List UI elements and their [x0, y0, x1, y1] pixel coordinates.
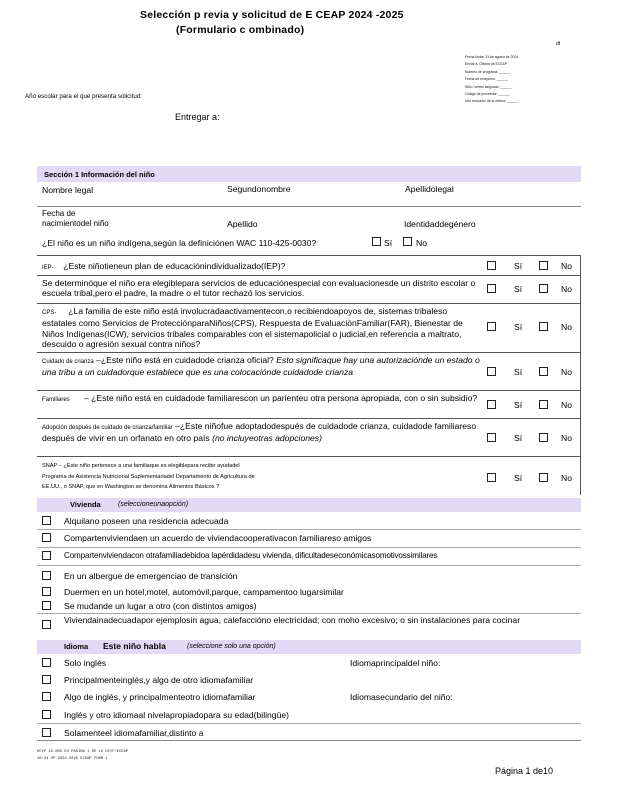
yes-label: Sí	[514, 473, 523, 483]
no-label: No	[561, 261, 572, 271]
iep-yes-checkbox[interactable]	[487, 261, 496, 270]
kin-yes-checkbox[interactable]	[487, 400, 496, 409]
housing-option-checkbox[interactable]	[42, 620, 51, 629]
yes-label: Sí	[514, 284, 523, 294]
cps-question: CPS- ¿La familia de este niño está involucradaactivamentecon,o recibiendoapoyos de, sistemas tribaleso estatales como Servicios de ProtecciónparaNiños(CPS), Respuesta de EvaluaciónFamiliar(FAR), Bienestar de Niños Indígenas(ICW), servicios tribales comparables con el sistemapolicial o judicial,en referencia a maltrato, descuido o agresión sexual contra niños?	[42, 306, 463, 349]
language-option-checkbox[interactable]	[42, 692, 51, 701]
no-label: No	[561, 433, 572, 443]
dob-label-line1: Fecha de	[42, 209, 76, 218]
iep-question: IEP- ¿Este niñotieneun plan de educaciónindividualizado(IEP)?	[42, 261, 286, 271]
housing-title: Vivienda	[70, 500, 101, 509]
language-title-b: Este niño habla	[103, 641, 166, 651]
indigenous-no-checkbox[interactable]	[403, 237, 412, 246]
housing-option-checkbox[interactable]	[42, 587, 51, 596]
eval-question: Se determinóque el niño era elegiblepara servicios de educaciónespecial con evaluacionesde un distrito escolar o escuela tribal,pero el padre, la madre o el tutor rechazó los servicios.	[42, 278, 476, 299]
no-label: No	[561, 284, 572, 294]
last-name-label: Apellido	[227, 219, 258, 229]
office-use-block	[465, 54, 518, 106]
surname-label: Apellidolegal	[405, 184, 454, 194]
housing-option-label: Duermen en un hotel,motel, automóvil,parque, campamentoo lugarsimilar	[64, 587, 344, 597]
eval-no-checkbox[interactable]	[539, 284, 548, 293]
language-title: Idioma	[64, 642, 89, 651]
language-option-label: Algo de inglés, y principalmenteotro idiomafamiliar	[64, 692, 256, 702]
form-title: Selección p revia y solicitud de E CEAP 2024 -2025	[140, 9, 404, 21]
adoption-yes-checkbox[interactable]	[487, 433, 496, 442]
meta-line: Código de proveedor: ______	[465, 92, 510, 97]
indigenous-question: ¿El niño es un niño indígena,según la definiciónen WAC 110-425-0030?	[42, 238, 317, 248]
housing-option-label: Compartenviviendaen un acuerdo de viviendacooperativacon familiareso amigos	[64, 533, 372, 543]
meta-line: Enviar a: Oficina de ECEAP	[465, 62, 508, 67]
no-label: No	[561, 322, 572, 332]
housing-option-checkbox[interactable]	[42, 571, 51, 580]
form-code-line2: 10/24 SP 2024-2025 ECEAP FORM 1	[37, 757, 108, 761]
adoption-question: Adopción después de cuidado de crianza/familiar –¿Este niñofue adoptadodespués de cuidadode crianza, cuidadode familiareso después de vivir en un orfanato en otro país (no incluyeotras adopciones)	[42, 421, 477, 444]
cps-no-checkbox[interactable]	[539, 322, 548, 331]
middle-name-label: Segundonombre	[227, 184, 291, 194]
meta-line: Fecha de recepción: ______	[465, 77, 508, 82]
language-option-label: Solo inglés	[64, 658, 107, 668]
housing-option-label: Viviendainadecuadapor ejemplosin agua, calefaccióno electricidad; con moho excesivo; o sin instalaciones para cocinar	[64, 615, 521, 625]
language-option-label: Solamenteel idiomafamiliar,distinto a	[64, 728, 204, 738]
form-subtitle: (Formulario c ombinado)	[176, 24, 305, 36]
language-option-label: Principalmenteinglés,y algo de otro idiomafamiliar	[64, 675, 254, 685]
no-label: No	[561, 367, 572, 377]
housing-option-checkbox[interactable]	[42, 533, 51, 542]
yes-label: Sí	[514, 367, 523, 377]
housing-option-label: Se mudande un lugar a otro (con distintos amigos)	[64, 601, 257, 611]
eval-yes-checkbox[interactable]	[487, 284, 496, 293]
language-option-checkbox[interactable]	[42, 658, 51, 667]
indigenous-yes-checkbox[interactable]	[372, 237, 381, 246]
housing-option-label: Compartenviviendacon otrafamiliadebidoa lapérdidadesu vivienda, dificultadeseconómicasomotivossimilares	[64, 551, 438, 560]
primary-language-label: Idiomaprincipaldel niño:	[350, 658, 441, 668]
no-label: No	[416, 238, 427, 248]
no-label: No	[561, 473, 572, 483]
housing-option-label: Alquilano poseen una residencia adecuada	[64, 516, 229, 526]
housing-header	[37, 498, 581, 512]
language-option-checkbox[interactable]	[42, 710, 51, 719]
kin-question: Familiares – ¿Este niño está en cuidadode familiarescon un parienteu otra persona apropiada, con o sin subsidio?	[42, 393, 478, 403]
yes-label: Sí	[384, 238, 393, 248]
gender-label: Identidaddegénero	[404, 219, 476, 229]
language-option-checkbox[interactable]	[42, 728, 51, 737]
dob-label-line2: nacimientodel niño	[42, 219, 109, 228]
yes-label: Sí	[514, 322, 523, 332]
housing-option-label: En un albergue de emergenciao de transición	[64, 571, 238, 581]
no-label: No	[561, 400, 572, 410]
language-header	[37, 640, 581, 654]
cps-yes-checkbox[interactable]	[487, 322, 496, 331]
section1-title: Sección 1 Información del niño	[44, 170, 155, 179]
corner-mark: dt	[556, 41, 561, 47]
yes-label: Sí	[514, 433, 523, 443]
snap-yes-checkbox[interactable]	[487, 473, 496, 482]
form-code-line1: DCYF 15-005 ES PÁGINA 1 DE 10 DCYF/ECEAP	[37, 750, 129, 754]
snap-question: SNAP – ¿Este niño pertenece a una familiaque es elegiblepara recibir ayudadel Programa de Asistencia Nutricional Suplementariadel Departamento de Agricultura de EE.UU., o SNAP, que en Washington se denomina Alimentos Básicos ?	[42, 463, 255, 490]
snap-no-checkbox[interactable]	[539, 473, 548, 482]
foster-question: Cuidado de crianza –¿Este niño está en cuidadode crianza oficial? Esto significaque hay una autorizaciónde un estado o una tribu a un cuidadorque establece que es una colocaciónde cuidadode crianza	[42, 355, 480, 378]
housing-option-checkbox[interactable]	[42, 516, 51, 525]
school-year-label: Año escolar para el que presenta solicitud:	[25, 93, 142, 100]
foster-no-checkbox[interactable]	[539, 367, 548, 376]
meta-line: Sitio / centro asignado: ______	[465, 84, 512, 89]
divider	[37, 206, 581, 207]
deliver-to-label: Entregar a:	[175, 112, 220, 122]
meta-line: Uso exclusivo de la oficina: ______	[465, 99, 519, 104]
housing-option-checkbox[interactable]	[42, 601, 51, 610]
yes-label: Sí	[514, 261, 523, 271]
page-number: Página 1 de10	[495, 766, 554, 776]
yes-label: Sí	[514, 400, 523, 410]
meta-line: Fecha límite: 31 de agosto de 2024	[465, 55, 519, 59]
legal-name-label: Nombre legal	[42, 185, 94, 195]
foster-yes-checkbox[interactable]	[487, 367, 496, 376]
language-option-label: Inglés y otro idiomaal nivelapropiadopara su edad(bilingüe)	[64, 710, 290, 720]
kin-no-checkbox[interactable]	[539, 400, 548, 409]
housing-subtitle: (seleccioneunaopción)	[118, 501, 189, 508]
meta-line: Número de programa: ______	[465, 69, 511, 74]
language-option-checkbox[interactable]	[42, 675, 51, 684]
section1-header	[37, 166, 581, 182]
iep-no-checkbox[interactable]	[539, 261, 548, 270]
secondary-language-label: Idiomasecundario del niño:	[350, 692, 453, 702]
language-subtitle: (seleccione solo una opción)	[187, 643, 276, 650]
housing-option-checkbox[interactable]	[42, 551, 51, 560]
adoption-no-checkbox[interactable]	[539, 433, 548, 442]
